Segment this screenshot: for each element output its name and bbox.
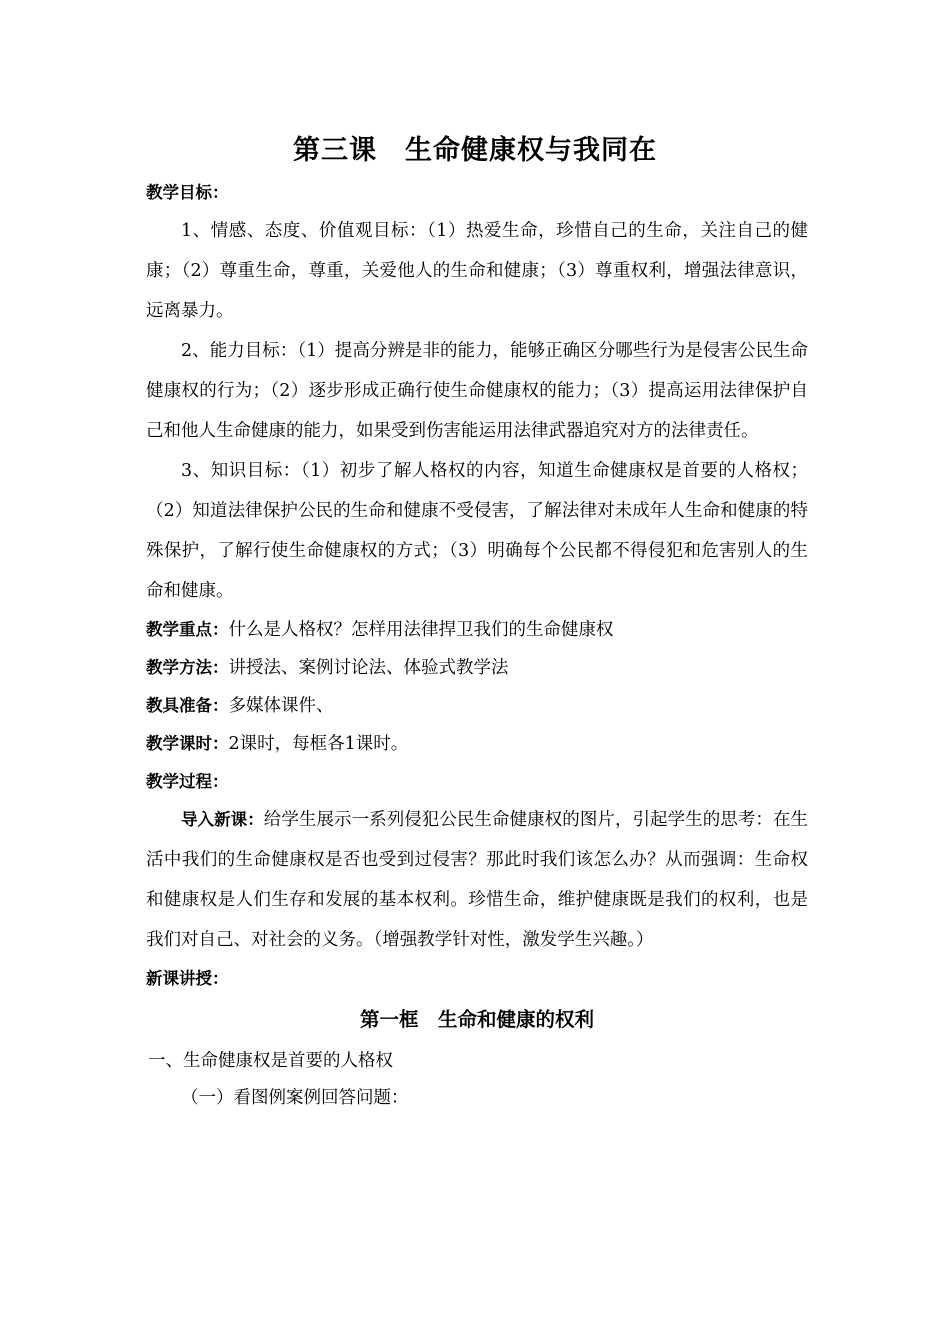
objective-3-paragraph: 3、知识目标：（1）初步了解人格权的内容，知道生命健康权是首要的人格权；（2）知道法律保护公民的生命和健康不受侵害，了解法律对未成年人生命和健康的特殊保护，了解行使生命健康权的方式；（3）明确每个公民都不得侵犯和危害别人的生命和健康。 [146,461,808,601]
objective-2-paragraph: 2、能力目标：（1）提高分辨是非的能力，能够正确区分哪些行为是侵害公民生命健康权的行为；（2）逐步形成正确行使生命健康权的能力；（3）提高运用法律保护自己和他人生命健康的能力，如果受到伤害能运用法律武器追究对方的法律责任。 [146,341,808,441]
key-point-text: 什么是人格权？怎样用法律捍卫我们的生命健康权 [228,620,614,640]
intro-text: 给学生展示一系列侵犯公民生命健康权的图片，引起学生的思考：在生活中我们的生命健康权是否也受到过侵害？那此时我们该怎么办？从而强调：生命权和健康权是人们生存和发展的基本权利。珍惜生命，维护健康既是我们的权利，也是我们对自己、对社会的义务。（增强教学针对性，激发学生兴趣。） [146,810,809,950]
hours-text: 2课时，每框各1课时。 [228,734,409,754]
objective-1-paragraph: 1、情感、态度、价值观目标：（1）热爱生命，珍惜自己的生命，关注自己的健康；（2）尊重生命，尊重，关爱他人的生命和健康；（3）尊重权利，增强法律意识，远离暴力。 [146,221,808,321]
lesson-title: 第三课 生命健康权与我同在 [293,135,657,166]
method-text: 讲授法、案例讨论法、体验式教学法 [228,658,509,678]
hours-line [146,725,808,763]
point-1-subheading: （一）看图例案例回答问题： [181,1088,409,1108]
lesson-plan-body [146,174,808,1117]
intro-paragraph [146,800,808,960]
method-label: 教学方法： [146,658,229,677]
intro-label: 导入新课： [181,810,264,829]
process-heading: 教学过程： [146,772,229,791]
method-line [146,649,808,687]
tools-label: 教具准备： [146,696,229,715]
point-1-heading: 一、生命健康权是首要的人格权 [148,1051,393,1071]
objectives-heading: 教学目标： [146,183,229,202]
tools-line [146,687,808,725]
new-lesson-heading: 新课讲授： [146,969,229,988]
hours-label: 教学课时： [146,734,229,753]
tools-text: 多媒体课件、 [228,696,334,716]
key-point-line [146,611,808,649]
section-title: 第一框 生命和健康的权利 [359,1008,594,1031]
key-point-label: 教学重点： [146,620,229,639]
